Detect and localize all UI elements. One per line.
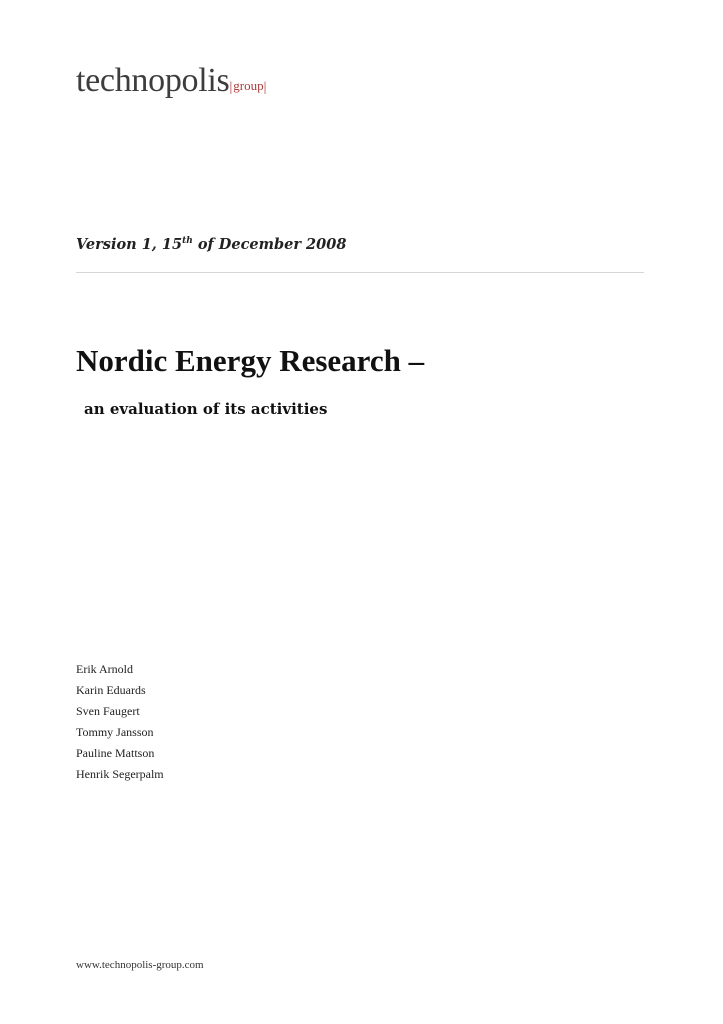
logo-bar-left: |	[229, 80, 233, 95]
version-line	[76, 236, 346, 253]
footer-url: www.technopolis-group.com	[76, 959, 204, 971]
version-superscript: th	[182, 236, 193, 247]
divider-rule	[76, 272, 644, 273]
author-list	[76, 659, 164, 785]
logo-suffix: group	[233, 78, 264, 93]
author-name: Henrik Segerpalm	[76, 767, 164, 781]
document-title: Nordic Energy Research –	[76, 343, 425, 378]
logo-wordmark: technopolis	[76, 62, 230, 99]
author-name: Erik Arnold	[76, 662, 133, 676]
author-name: Sven Faugert	[76, 704, 140, 718]
version-suffix: of December 2008	[192, 236, 347, 253]
author-name: Pauline Mattson	[76, 746, 155, 760]
technopolis-logo	[76, 64, 266, 98]
logo-bar-right: |	[263, 80, 267, 95]
document-subtitle: an evaluation of its activities	[84, 400, 328, 418]
version-prefix: Version 1, 15	[76, 236, 183, 253]
author-name: Tommy Jansson	[76, 725, 154, 739]
author-name: Karin Eduards	[76, 683, 146, 697]
